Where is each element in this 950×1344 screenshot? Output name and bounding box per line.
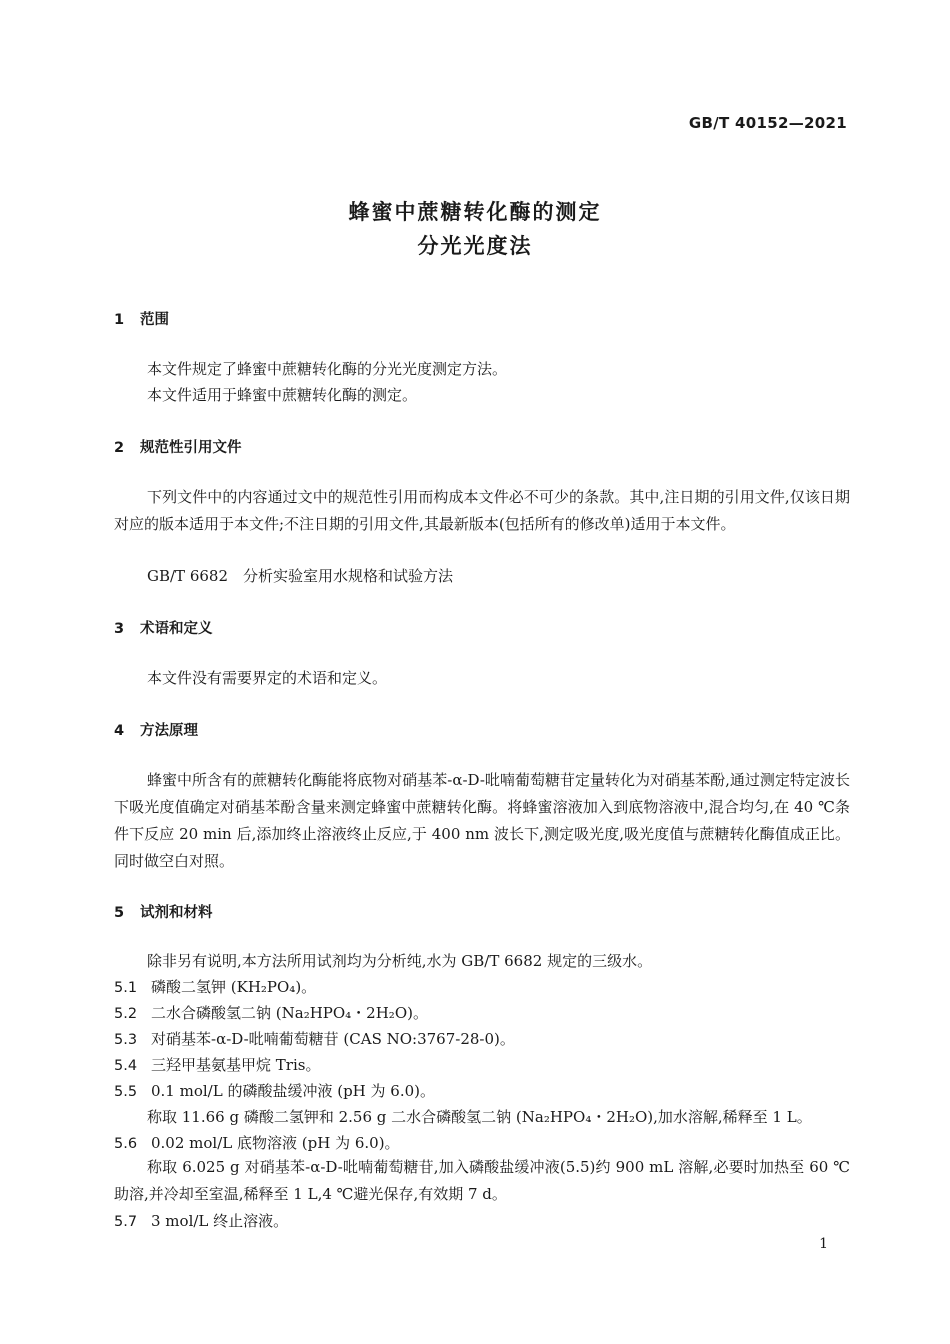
item-number: 5.3 <box>114 1032 138 1048</box>
section-number: 4 <box>114 723 125 739</box>
paragraph: 称取 11.66 g 磷酸二氢钾和 2.56 g 二水合磷酸氢二钠 (Na₂HPO₄・2H₂O),加水溶解,稀释至 1 L。 <box>147 1108 812 1126</box>
section-number: 5 <box>114 905 125 921</box>
section-heading-1 <box>114 308 169 329</box>
section-title: 范围 <box>140 312 169 328</box>
section-number: 3 <box>114 621 125 637</box>
section-heading-4 <box>114 719 198 740</box>
standard-number: GB/T 40152—2021 <box>688 114 847 132</box>
list-item <box>114 1002 428 1023</box>
section-title: 规范性引用文件 <box>140 440 242 456</box>
item-number: 5.7 <box>114 1214 138 1230</box>
item-text: 0.1 mol/L 的磷酸盐缓冲液 (pH 为 6.0)。 <box>151 1082 436 1100</box>
item-text: 三羟甲基氨基甲烷 Tris。 <box>151 1056 321 1074</box>
document-title: 蜂蜜中蔗糖转化酶的测定 <box>348 200 602 224</box>
section-number: 1 <box>114 312 125 328</box>
paragraph: 本文件适用于蜂蜜中蔗糖转化酶的测定。 <box>147 386 418 404</box>
item-number: 5.5 <box>114 1084 138 1100</box>
list-item <box>114 1080 435 1101</box>
paragraph: 本文件规定了蜂蜜中蔗糖转化酶的分光光度测定方法。 <box>147 360 508 378</box>
item-number: 5.2 <box>114 1006 138 1022</box>
item-number: 5.4 <box>114 1058 138 1074</box>
paragraph: 称取 6.025 g 对硝基苯-α-D-吡喃葡萄糖苷,加入磷酸盐缓冲液(5.5)约 900 mL 溶解,必要时加热至 60 ℃助溶,并冷却至室温,稀释至 1 L,4 ℃避光保存,有效期 7 d。 <box>114 1158 850 1203</box>
document-subtitle: 分光光度法 <box>417 234 533 258</box>
paragraph: 本文件没有需要界定的术语和定义。 <box>147 669 388 687</box>
paragraph: 除非另有说明,本方法所用试剂均为分析纯,水为 GB/T 6682 规定的三级水。 <box>147 952 653 970</box>
item-text: 磷酸二氢钾 (KH₂PO₄)。 <box>151 978 317 996</box>
paragraph: 下列文件中的内容通过文中的规范性引用而构成本文件必不可少的条款。其中,注日期的引用文件,仅该日期对应的版本适用于本文件;不注日期的引用文件,其最新版本(包括所有的修改单)适用于本文件。 <box>114 488 850 533</box>
section-heading-5 <box>114 901 213 922</box>
list-item <box>114 976 316 997</box>
list-item <box>114 1132 400 1153</box>
paragraph: 蜂蜜中所含有的蔗糖转化酶能将底物对硝基苯-α-D-吡喃葡萄糖苷定量转化为对硝基苯酚,通过测定特定波长下吸光度值确定对硝基苯酚含量来测定蜂蜜中蔗糖转化酶。将蜂蜜溶液加入到底物溶液中,混合均匀,在 40 ℃条件下反应 20 min 后,添加终止溶液终止反应,于 400 nm 波长下,测定吸光度,吸光度值与蔗糖转化酶值成正比。同时做空白对照。 <box>114 771 850 870</box>
page-number: 1 <box>819 1236 828 1252</box>
item-text: 3 mol/L 终止溶液。 <box>151 1212 289 1230</box>
item-text: 0.02 mol/L 底物溶液 (pH 为 6.0)。 <box>151 1134 400 1152</box>
section-title: 术语和定义 <box>140 621 213 637</box>
item-text: 二水合磷酸氢二钠 (Na₂HPO₄・2H₂O)。 <box>151 1004 428 1022</box>
section-title: 试剂和材料 <box>140 905 213 921</box>
section-number: 2 <box>114 440 125 456</box>
item-number: 5.1 <box>114 980 138 996</box>
item-text: 对硝基苯-α-D-吡喃葡萄糖苷 (CAS NO:3767-28-0)。 <box>151 1030 515 1048</box>
section-title: 方法原理 <box>140 723 198 739</box>
list-item <box>114 1028 515 1049</box>
list-item <box>114 1210 288 1231</box>
section-heading-2 <box>114 436 242 457</box>
section-heading-3 <box>114 617 213 638</box>
list-item <box>114 1054 320 1075</box>
item-number: 5.6 <box>114 1136 138 1152</box>
normative-reference: GB/T 6682 分析实验室用水规格和试验方法 <box>147 567 454 585</box>
